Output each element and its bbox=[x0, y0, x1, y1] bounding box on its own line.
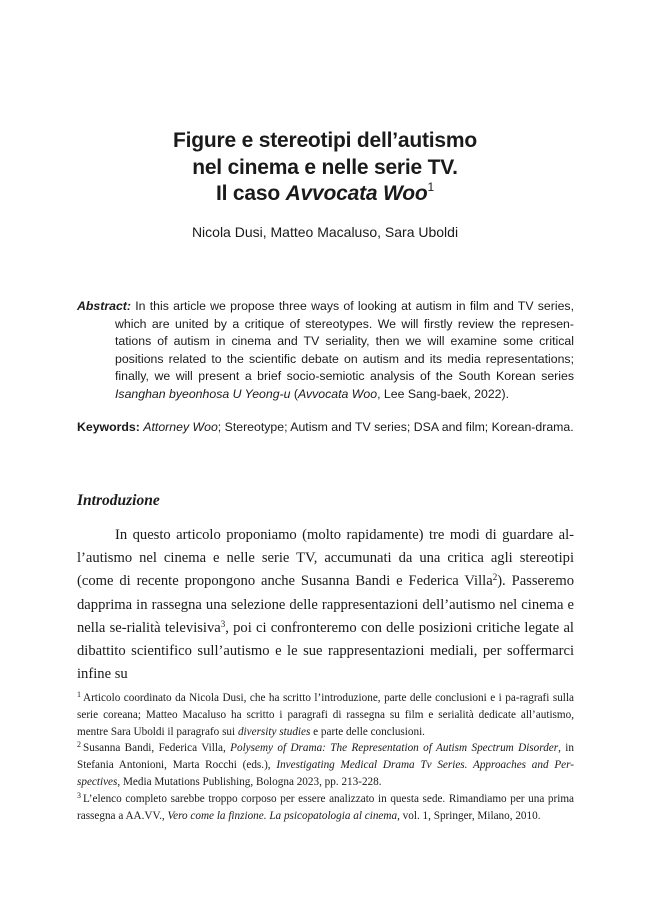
footnote-1-number: 1 bbox=[77, 690, 81, 699]
keywords-first: Attorney Woo bbox=[143, 420, 218, 434]
keywords-label: Keywords: bbox=[77, 420, 140, 434]
abstract-text-1: In this article we propose three ways of looking at autism in film and TV series, which are united by a critique of stereotypes. We will firstly review the represen-tations of autism in cinema and TV seriality, then we will examine some critical positions related to the scientific debate on autism and its media representations; finally, we will present a brief socio-semiotic analysis of the South Korean series bbox=[115, 299, 574, 384]
title-line-3 bbox=[0, 181, 650, 208]
abstract-text-3: , Lee Sang-baek, 2022). bbox=[377, 386, 510, 401]
footnote-2-text-c: , Media Mutations Publishing, Bologna 2023, pp. 213-228. bbox=[117, 775, 382, 788]
title-line-1: Figure e stereotipi dell’autismo bbox=[173, 129, 477, 152]
abstract-label: Abstract: bbox=[77, 299, 131, 313]
keywords bbox=[77, 419, 574, 437]
abstract-text-2: ( bbox=[290, 386, 299, 401]
footnote-3 bbox=[77, 791, 574, 825]
footnote-2-number: 2 bbox=[77, 740, 81, 750]
title-line-2: nel cinema e nelle serie TV. bbox=[192, 155, 458, 179]
footnotes bbox=[77, 690, 574, 824]
footnote-2-text-b: , in Stefania Antonioni, Marta Rocchi (eds.), bbox=[77, 742, 574, 772]
abstract bbox=[77, 298, 574, 404]
footnote-2 bbox=[77, 740, 574, 790]
footnote-1 bbox=[77, 690, 574, 740]
footnote-ref-2: 2 bbox=[492, 572, 498, 583]
section-heading: Introduzione bbox=[77, 492, 160, 509]
body-text-2: ). Passeremo dapprima in rassegna una selezione delle rappresentazioni dell’autismo nel cinema e nella se-rialità televisiva bbox=[77, 573, 574, 636]
keywords-rest: ; Stereotype; Autism and TV series; DSA and film; Korean-drama. bbox=[217, 420, 574, 434]
article-title bbox=[0, 128, 650, 208]
abstract-series-alt: Avvocata Woo bbox=[298, 386, 378, 401]
footnote-3-text-a: L’elenco completo sarebbe troppo corposo per essere analizzato in questa sede. Rimandiamo per una prima rassegna a AA.VV., bbox=[77, 792, 574, 822]
body-text-3: , poi ci confronteremo con delle posizioni critiche legate al dibattito scientifico sull’autismo e le sue rappresentazioni mediali, per soffermarci infine su bbox=[77, 619, 574, 683]
abstract-series-title: Isanghan byeonhosa U Yeong-u bbox=[115, 386, 291, 401]
footnote-3-text-b: , vol. 1, Springer, Milano, 2010. bbox=[397, 809, 541, 822]
title-series-name: Avvocata Woo bbox=[285, 182, 428, 205]
footnote-2-italic-b: Investigating Medical Drama Tv Series. Approaches and Per-spectives bbox=[77, 759, 574, 788]
footnote-3-italic: Vero come la finzione. La psicopatologia al cinema bbox=[167, 809, 398, 822]
body-text-1: In questo articolo proponiamo (molto rapidamente) tre modi di guardare al-l’autismo nel cinema e nelle serie TV, accumunati da una critica agli stereotipi (come di recente propongono anche Susanna Bandi e Federica Villa bbox=[77, 527, 574, 590]
footnote-ref-3: 3 bbox=[220, 618, 226, 629]
title-line-3-prefix: Il caso bbox=[215, 182, 286, 205]
body-paragraph bbox=[77, 524, 574, 686]
footnote-3-number: 3 bbox=[77, 790, 81, 800]
footnote-2-italic-a: Polysemy of Drama: The Representation of Autism Spectrum Disorder bbox=[230, 742, 559, 755]
authors: Nicola Dusi, Matteo Macaluso, Sara Uboldi bbox=[191, 224, 459, 240]
footnote-2-text-a: Susanna Bandi, Federica Villa, bbox=[83, 742, 231, 755]
footnote-1-text-a: Articolo coordinato da Nicola Dusi, che ha scritto l’introduzione, parte delle conclusioni e i pa-ragrafi sulla serie coreana; Matteo Macaluso ha scritto i paragrafi di rassegna su film e serialità dedicate all’autismo, mentre Sara Uboldi il paragrafo sui bbox=[77, 692, 574, 738]
title-footnote-ref: 1 bbox=[427, 180, 434, 194]
footnote-1-italic: diversity studies bbox=[237, 725, 311, 738]
footnote-1-text-b: e parte delle conclusioni. bbox=[310, 725, 425, 738]
